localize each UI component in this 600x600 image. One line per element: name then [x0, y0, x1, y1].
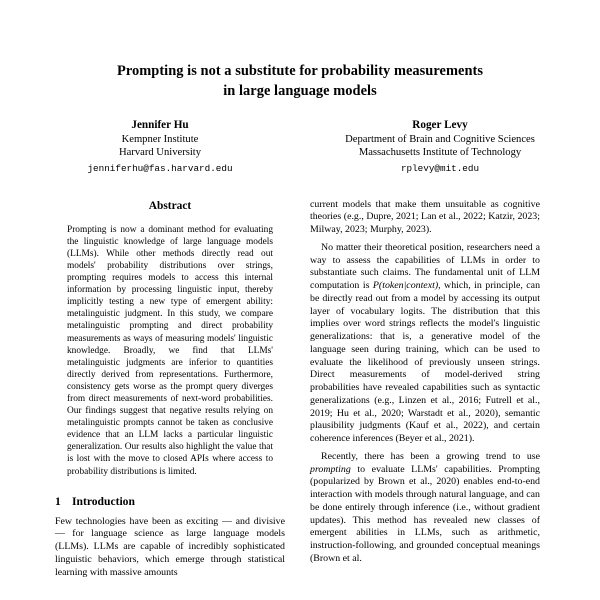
section-heading-introduction [55, 495, 285, 509]
paragraph-continued: current models that make them unsuitable as cognitive theories (e.g., Dupre, 2021; Lan et al., 2022; Katzir, 2023; Milway, 2023; Murphy, 2023). [310, 198, 540, 236]
author-affiliation-line-1: Department of Brain and Cognitive Sciences [345, 133, 535, 145]
author-email: jenniferhu@fas.harvard.edu [87, 163, 233, 175]
author-affiliation-line-1: Kempner Institute [121, 133, 199, 145]
author-entry-2 [300, 118, 580, 177]
abstract-heading: Abstract [148, 199, 192, 212]
paragraph-text-part-2: , which, in principle, can be directly read out from a model by accessing its output layer of vocabulary logits. The distribution that this implies over word strings reflects the model's linguistic generalizations: that is, a generative model of the language seen during training, which can be used to evaluate the likelihood of previously unseen strings. Direct measurements of model-derived string probabilities have revealed capabilities such as syntactic generalizations (e.g., Linzen et al., 2016; Futrell et al., 2019; Hu et al., 2020; Warstadt et al., 2020), semantic plausibility judgments (Kauf et al., 2022), and certain coherence inferences (Beyer et al., 2021). [310, 280, 541, 445]
author-entry-1 [20, 118, 300, 177]
paragraph-text-part-1: Recently, there has been a growing trend to use [321, 450, 540, 462]
section-number: 1 [55, 494, 61, 508]
title-line-1: Prompting is not a substitute for probability measurements [116, 63, 484, 79]
author-name: Roger Levy [412, 119, 468, 131]
paper-title [0, 0, 600, 101]
paragraph [310, 242, 540, 446]
section-title: Introduction [72, 494, 135, 508]
abstract-text: Prompting is now a dominant method for evaluating the linguistic knowledge of large language models (LLMs). While other methods directly read out models' probability distributions over strings, prompting requires models to access this internal information by processing linguistic input, thereby implicitly testing a new type of emergent ability: metalinguistic judgment. In this study, we compare metalinguistic prompting and direct probability measurements as ways of measuring models' linguistic knowledge. Broadly, we find that LLMs' metalinguistic judgments are inferior to quantities directly derived from representations. Furthermore, consistency gets worse as the prompt query diverges from direct measurements of next-word probabilities. Our findings suggest that negative results relying on metalinguistic prompts cannot be taken as conclusive evidence that an LLM lacks a particular linguistic generalization. Our results also highlight the value that is lost with the move to closed APIs where access to probability distributions is limited. [67, 224, 273, 477]
inline-math-probability: P(token|context) [372, 280, 439, 292]
right-column-body [310, 199, 540, 566]
author-affiliation-line-2: Massachusetts Institute of Technology [358, 147, 522, 159]
author-affiliation-line-2: Harvard University [118, 147, 202, 159]
emphasis-prompting: prompting [310, 463, 351, 475]
paragraph [310, 451, 540, 566]
introduction-body [55, 516, 285, 580]
left-column [55, 199, 285, 580]
paragraph-text-part-2: to evaluate LLMs' capabilities. Prompting (popularized by Brown et al., 2020) enables end-to-end interaction with models through natural language, and can be done entirely through inference (i.e., without gradient updates). This method has revealed new classes of emergent abilities in LLMs, such as arithmetic, instruction-following, and grounded conceptual meanings (Brown et al. [310, 463, 540, 564]
paragraph: Few technologies have been as exciting — and divisive — for language science as large language models (LLMs). LLMs are capable of incredibly sophisticated linguistic behaviors, which emerge through statistical learning with massive amounts [55, 515, 285, 578]
right-column [310, 199, 540, 566]
title-line-2: in large language models [223, 82, 377, 99]
author-name: Jennifer Hu [131, 119, 189, 131]
paragraph-text-part-1: No matter their theoretical position, researchers need a way to assess the capabilities of LLMs in order to substantiate such claims. The fundamental unit of LLM computation is [310, 241, 540, 292]
author-email: rplevy@mit.edu [400, 163, 480, 175]
two-column-body [0, 199, 600, 580]
author-block [0, 118, 600, 177]
